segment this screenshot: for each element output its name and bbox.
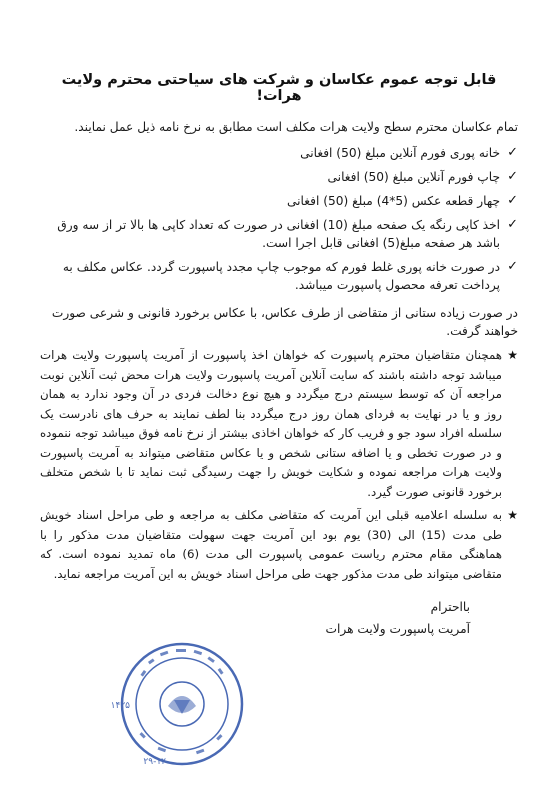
warning-paragraph: در صورت زیاده ستانی از متقاضی از طرف عکاس، با عکاس برخورد قانونی و شرعی صورت خواهند گرفت. [51,306,518,338]
notice-item: ★ همچنان متقاضیان محترم پاسپورت که خواهان اخذ پاسپورت از آمریت پاسپورت ولایت هرات میباشد توجه داشته باشند که سایت آنلاین آمریت پاسپورت ولایت هرات محض ثبت آنلاین نوبت مراجعه آن که توسط سیستم درج میگردد و هیچ نوع دخالت فردی در آن وجود ندارد به همان روز و یا در نهایت به فردای همان روز درج میگردد بنا لطف نمایند به حرف های نادرست یک سلسله افراد سود جو و فریب کار که خواهان اخاذی بیشتر از نرخ نامه فوق میباشد توجه ننموده و در صورت تخطی و یا اضافه ستانی شخص و یا عکاس متقاضی میتواند به آمریت پاسپورت ولایت هرات مراجعه نموده و شکایت خویش را جهت رسیدگی ثبت نماید تا با شخص متخلف برخورد قانونی صورت گیرد. [40,348,518,499]
list-item: ✓ چاپ فورم آنلاین مبلغ (50) افغانی [327,169,518,184]
checkmark-icon: ✓ [507,259,518,274]
price-list [40,144,518,294]
closing-signature: آمریت پاسپورت ولایت هرات [325,622,470,636]
closing-regards: بااحترام [430,600,470,614]
notice-item: ★ به سلسله اعلامیه قبلی این آمریت که متقاضی مکلف به مراجعه و طی مراحل اسناد خویش طی مدت (15) الی (30) یوم بود این آمریت جهت سهولت متقاضیان مدت مذکور را با هماهنگی مقام محترم ریاست عمومی پاسپورت الی مدت (6) ماه تمدید نموده است. که متقاضی میتواند طی مدت مذکور جهت طی مراحل اسناد خویش به این آمریت مراجعه نماید. [40,508,518,581]
stamp-year: ۱۴۲۵ [110,701,130,711]
star-icon: ★ [507,348,518,362]
list-item: ✓ اخذ کاپی رنگه یک صفحه مبلغ (10) افغانی در صورت که تعداد کاپی ها بالا تر از سه ورق باشد هر صفحه مبلغ(5) افغانی قابل اجرا است. [57,217,518,250]
stamp-date: ۲۹-۱۲ [143,757,166,767]
checkmark-icon: ✓ [507,217,518,232]
official-stamp-icon [110,640,246,768]
page-title: قابل توجه عموم عکاسان و شرکت های سیاحتی محترم ولایت هرات! [61,72,497,104]
star-icon: ★ [507,508,518,522]
intro-text: تمام عکاسان محترم سطح ولایت هرات مکلف است مطابق به نرخ نامه ذیل عمل نمایند. [74,120,518,134]
checkmark-icon: ✓ [507,145,518,160]
closing-block [40,596,518,640]
list-item: ✓ در صورت خانه پوری غلط فورم که موجوب چاپ مجدد پاسپورت گردد. عکاس مکلف به پرداخت تعرفه محصول پاسپورت میباشد. [62,259,518,292]
notice-list [40,346,518,584]
list-item: ✓ چهار قطعه عکس (5*4) مبلغ (50) افغانی [286,193,518,208]
checkmark-icon: ✓ [507,169,518,184]
list-item: ✓ خانه پوری فورم آنلاین مبلغ (50) افغانی [300,145,518,160]
checkmark-icon: ✓ [507,193,518,208]
